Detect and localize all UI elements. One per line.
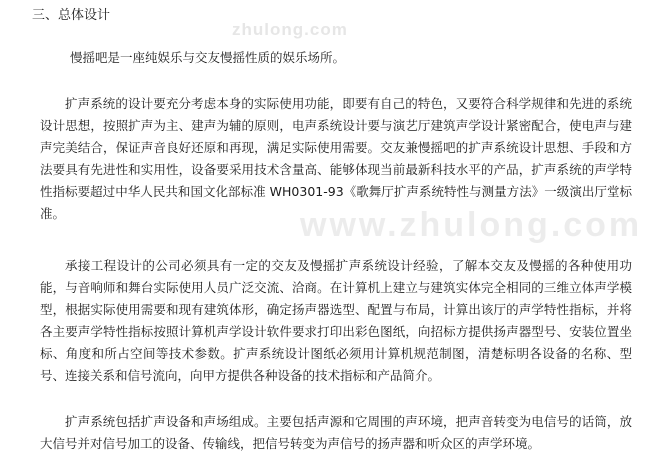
paragraph-intro: 慢摇吧是一座纯娱乐与交友慢摇性质的娱乐场所。: [70, 50, 346, 65]
paragraph-contractor-requirements: 承接工程设计的公司必须具有一定的交友及慢摇扩声系统设计经验，了解本交友及慢摇的各种使用功能，与音响师和舞台实际使用人员广泛交流、洽商。在计算机上建立与建筑实体完全相同的三维立体声学模型，根据实际使用需要和现有建筑体形，确定扬声器选型、配置与布局，计算出该厅的声学特性指标，并将各主要声学特性指标按照计算机声学设计软件要求打印出彩色图纸，向招标方提供扬声器型号、安装位置坐标、角度和所占空间等技术参数。扩声系统设计图纸必须用计算机规范制图，清楚标明各设备的名称、型号、连接关系和信号流向，向甲方提供各种设备的技术指标和产品简介。: [40, 258, 632, 383]
watermark-top: zhulong.com: [232, 20, 348, 39]
paragraph-system-composition: 扩声系统包括扩声设备和声场组成。主要包括声源和它周围的声环境，把声音转变为电信号的话筒，放大信号并对信号加工的设备、传输线，把信号转变为声信号的扬声器和听众区的声学环境。: [40, 414, 632, 451]
section-heading: 三、总体设计: [32, 8, 111, 23]
paragraph-design-principles: 扩声系统的设计要充分考虑本身的实际使用功能，即要有自己的特色，又要符合科学规律和先进的系统设计思想，按照扩声为主、建声为辅的原则，电声系统设计要与演艺厅建筑声学设计紧密配合，使电声与建声完美结合，保证声音良好还原和再现，满足实际使用需要。交友兼慢摇吧的扩声系统设计思想、手段和方法要具有先进性和实用性，设备要采用技术含量高、能够体现当前最新科技水平的产品，扩声系统的声学特性指标要超过中华人民共和国文化部标准 WH0301-93《歌舞厅扩声系统特性与测量方法》一级演出厅堂标准。: [40, 96, 632, 221]
watermark-middle: www.zhulong.com: [300, 206, 643, 244]
